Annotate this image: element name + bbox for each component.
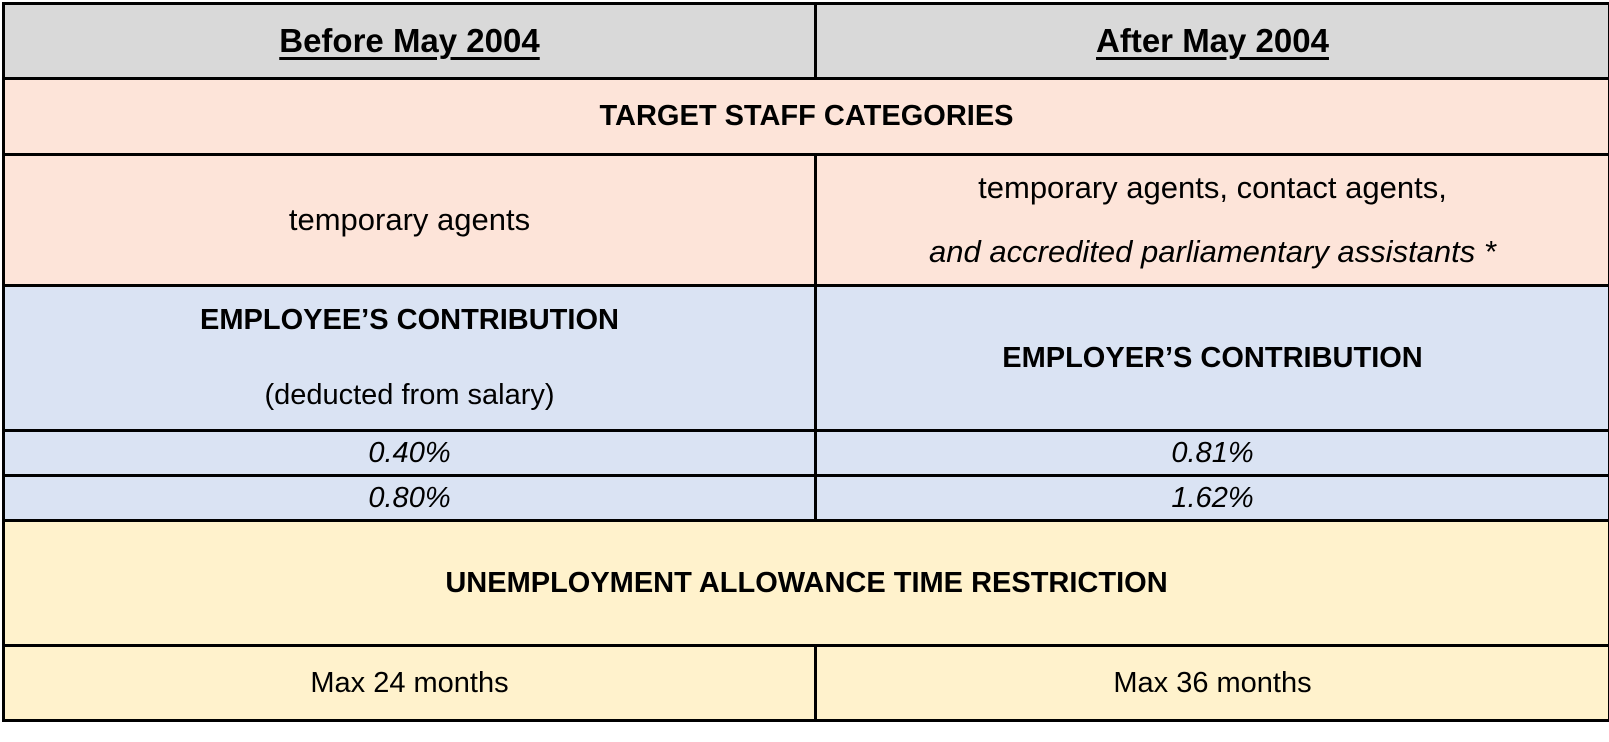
employer-contribution-cell xyxy=(816,286,1609,431)
target-staff-after-line1: temporary agents, contact agents, xyxy=(978,170,1447,205)
employee-contribution-title: EMPLOYEE’S CONTRIBUTION xyxy=(200,304,619,337)
target-staff-title-row xyxy=(4,79,1609,155)
header-before-cell xyxy=(4,4,816,79)
employer-rate-cell: 0.81% xyxy=(816,431,1609,476)
allowance-title-row xyxy=(4,521,1609,646)
header-after-label: After May 2004 xyxy=(1096,22,1329,60)
employer-contribution-title: EMPLOYER’S CONTRIBUTION xyxy=(1002,341,1423,374)
rate-row xyxy=(4,431,1609,476)
header-after-cell xyxy=(816,4,1609,79)
target-staff-after-line2: and accredited parliamentary assistants * xyxy=(929,234,1496,269)
target-staff-after-cell xyxy=(816,155,1609,286)
employee-contribution-cell xyxy=(4,286,816,431)
allowance-row xyxy=(4,646,1609,721)
allowance-title: UNEMPLOYMENT ALLOWANCE TIME RESTRICTION xyxy=(4,521,1609,646)
contribution-header-row xyxy=(4,286,1609,431)
employee-rate-cell: 0.40% xyxy=(4,431,816,476)
target-staff-title: TARGET STAFF CATEGORIES xyxy=(4,79,1609,155)
header-before-label: Before May 2004 xyxy=(279,22,540,60)
allowance-before-cell: Max 24 months xyxy=(4,646,816,721)
target-staff-before-cell xyxy=(4,155,816,286)
employee-contribution-note: (deducted from salary) xyxy=(264,379,555,411)
header-row xyxy=(4,4,1609,79)
comparison-table xyxy=(2,2,1609,722)
rate-row xyxy=(4,476,1609,521)
target-staff-row xyxy=(4,155,1609,286)
target-staff-before-text: temporary agents xyxy=(288,202,531,238)
comparison-table-container xyxy=(2,2,1608,722)
allowance-after-cell: Max 36 months xyxy=(816,646,1609,721)
employer-rate-cell: 1.62% xyxy=(816,476,1609,521)
employee-rate-cell: 0.80% xyxy=(4,476,816,521)
